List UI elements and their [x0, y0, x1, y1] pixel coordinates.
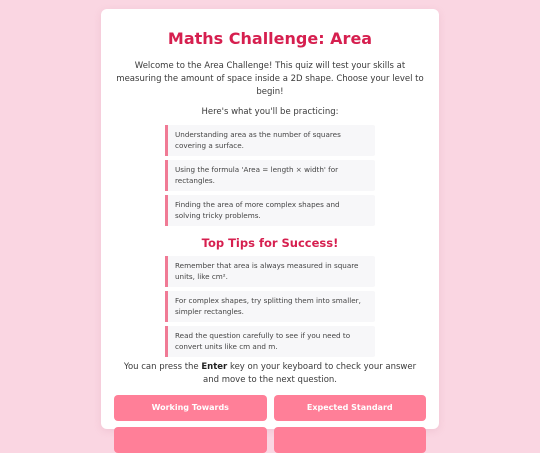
tip-item: Read the question carefully to see if you need to convert units like cm and m.: [165, 326, 375, 357]
practice-heading: Here's what you'll be practicing:: [201, 107, 339, 117]
intro-text: Welcome to the Area Challenge! This quiz will test your skills at measuring the amount of space inside a 2D shape. Choose your level to begin!: [116, 61, 424, 97]
tip-item: Remember that area is always measured in square units, like cm².: [165, 256, 375, 287]
level-button-3[interactable]: [114, 427, 267, 453]
enter-key-note: [115, 361, 425, 387]
level-buttons: [114, 395, 426, 453]
enter-note-after: key on your keyboard to check your answer and move to the next question.: [203, 362, 417, 385]
level-button-4[interactable]: [274, 427, 427, 453]
enter-key-label: Enter: [201, 362, 228, 372]
enter-note-before: You can press the: [123, 362, 202, 372]
tips-heading: Top Tips for Success!: [201, 236, 339, 250]
working-towards-button[interactable]: Working Towards: [114, 395, 267, 421]
quiz-card: [101, 9, 439, 429]
tips-list: [165, 256, 375, 357]
practice-item: Finding the area of more complex shapes and solving tricky problems.: [165, 195, 375, 226]
practice-item: Understanding area as the number of squares covering a surface.: [165, 125, 375, 156]
tip-item: For complex shapes, try splitting them into smaller, simpler rectangles.: [165, 291, 375, 322]
practice-list: [165, 125, 375, 226]
page-title: Maths Challenge: Area: [167, 29, 373, 48]
expected-standard-button[interactable]: Expected Standard: [274, 395, 427, 421]
practice-item: Using the formula 'Area = length × width' for rectangles.: [165, 160, 375, 191]
